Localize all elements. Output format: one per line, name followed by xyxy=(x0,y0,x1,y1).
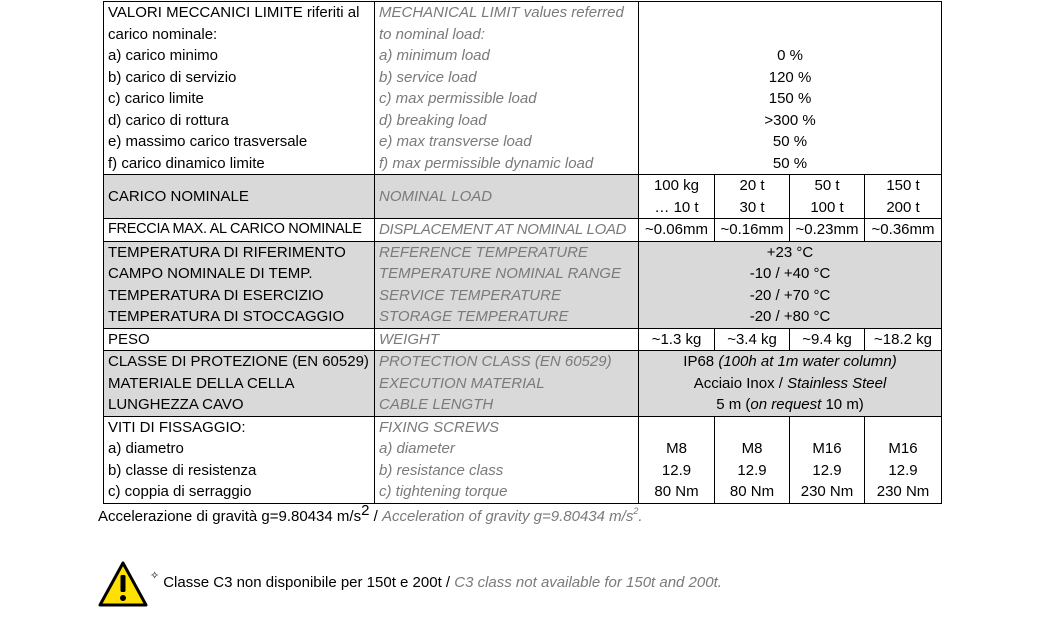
gravity-en: Acceleration of gravity g=9.80434 m/s xyxy=(381,508,634,525)
temps-it-line: TEMPERATURA DI STOCCAGGIO xyxy=(108,308,345,325)
mech-value: 150 % xyxy=(768,90,812,107)
mech-en-line: e) max transverse load xyxy=(379,133,532,150)
mech-it-line: a) carico minimo xyxy=(108,47,219,64)
c3-class-note xyxy=(150,570,722,591)
weight-value: ~18.2 kg xyxy=(865,328,942,351)
ip-rating xyxy=(643,351,937,373)
mech-en-line: to nominal load: xyxy=(379,25,485,43)
screw-diameter: M16 xyxy=(888,440,918,457)
screw-col xyxy=(715,416,790,503)
screws-it-line: c) coppia di serraggio xyxy=(108,483,252,500)
gravity-en-sup: 2 xyxy=(633,506,639,516)
nominal-value: 100 t xyxy=(810,198,844,216)
material-en: Stainless Steel xyxy=(787,374,887,392)
screw-class: 12.9 xyxy=(737,461,767,479)
temps-en-line: SERVICE TEMPERATURE xyxy=(379,286,561,304)
temp-value: +23 °C xyxy=(766,243,814,261)
ip-code: IP68 xyxy=(683,353,715,370)
screws-en-line: b) resistance class xyxy=(379,461,504,479)
mech-en-line: c) max permissible load xyxy=(379,90,537,107)
screw-torque: 230 Nm xyxy=(876,483,930,500)
protection-it-line: MATERIALE DELLA CELLA xyxy=(108,374,295,392)
protection-values-cell xyxy=(639,351,942,417)
nominal-col xyxy=(639,175,715,219)
nominal-en: NOMINAL LOAD xyxy=(375,175,639,219)
displacement-row xyxy=(104,219,942,242)
diamond-icon: ✧ xyxy=(150,570,160,582)
mech-it-line: b) carico di servizio xyxy=(108,68,237,86)
temp-value: -10 / +40 °C xyxy=(749,265,831,282)
screw-class: 12.9 xyxy=(888,461,918,479)
displacement-value: ~0.06mm xyxy=(639,219,715,242)
material-it: Acciaio Inox / xyxy=(693,374,788,392)
mech-value: 120 % xyxy=(768,68,812,86)
mech-en-line: a) minimum load xyxy=(379,47,490,64)
temp-value: -20 / +80 °C xyxy=(749,308,831,325)
displacement-en: DISPLACEMENT AT NOMINAL LOAD xyxy=(375,219,639,242)
nominal-value: … 10 t xyxy=(654,198,699,216)
protection-it-line: LUNGHEZZA CAVO xyxy=(108,396,244,413)
mech-it-line: c) carico limite xyxy=(108,90,204,107)
temps-it-line: CAMPO NOMINALE DI TEMP. xyxy=(108,265,313,282)
screws-en-cell xyxy=(375,416,639,503)
screw-torque: 230 Nm xyxy=(800,483,854,500)
screws-en-line: FIXING SCREWS xyxy=(379,418,500,436)
screw-col xyxy=(639,416,715,503)
screw-diameter: M16 xyxy=(812,440,842,457)
mech-it-line: carico nominale: xyxy=(108,25,218,43)
screw-diameter: M8 xyxy=(741,440,763,457)
nominal-it: CARICO NOMINALE xyxy=(104,175,375,219)
weight-value: ~1.3 kg xyxy=(639,328,715,351)
screws-it-cell xyxy=(104,416,375,503)
nominal-col xyxy=(715,175,790,219)
nominal-col xyxy=(790,175,865,219)
screws-row xyxy=(104,416,942,503)
screw-torque: 80 Nm xyxy=(654,483,699,500)
gravity-sup: 2 xyxy=(361,502,370,519)
nominal-value: 20 t xyxy=(739,177,765,194)
cable-part: 10 m) xyxy=(821,396,864,413)
gravity-note xyxy=(98,502,643,525)
gravity-en-end: . xyxy=(638,508,643,525)
mech-en-cell xyxy=(375,2,639,175)
screws-en-line: c) tightening torque xyxy=(379,483,508,500)
temps-en-line: STORAGE TEMPERATURE xyxy=(379,308,569,325)
screw-col xyxy=(790,416,865,503)
weight-en: WEIGHT xyxy=(375,328,639,351)
displacement-value: ~0.36mm xyxy=(865,219,942,242)
mech-it-line: VALORI MECCANICI LIMITE riferiti al xyxy=(108,4,360,21)
protection-it-cell xyxy=(104,351,375,417)
displacement-it: FRECCIA MAX. AL CARICO NOMINALE xyxy=(104,219,375,242)
mech-value: 50 % xyxy=(772,154,808,172)
mech-it-line: d) carico di rottura xyxy=(108,111,229,129)
screws-en-line: a) diameter xyxy=(379,440,455,457)
nominal-value: 30 t xyxy=(739,198,765,216)
mech-value: 50 % xyxy=(772,133,808,150)
nominal-col xyxy=(865,175,942,219)
screw-torque: 80 Nm xyxy=(729,483,775,500)
temps-values-cell xyxy=(639,241,942,328)
displacement-value: ~0.16mm xyxy=(715,219,790,242)
weight-value: ~3.4 kg xyxy=(715,328,790,351)
nominal-value: 150 t xyxy=(886,177,920,194)
ip-detail: (100h at 1m water column) xyxy=(718,353,897,370)
protection-en-line: PROTECTION CLASS (EN 60529) xyxy=(379,353,612,370)
gravity-it: Accelerazione di gravità g=9.80434 m/s xyxy=(98,508,362,525)
material-value xyxy=(643,373,937,395)
weight-it: PESO xyxy=(104,328,375,351)
screw-diameter: M8 xyxy=(666,440,687,457)
cable-part: on request xyxy=(750,396,822,413)
temperature-row xyxy=(104,241,942,328)
protection-en-line: CABLE LENGTH xyxy=(379,396,494,413)
protection-row xyxy=(104,351,942,417)
temps-en-line: REFERENCE TEMPERATURE xyxy=(379,243,588,261)
temps-en-cell xyxy=(375,241,639,328)
mech-values-cell xyxy=(639,2,942,175)
cable-part: 5 m ( xyxy=(716,396,751,413)
temps-it-cell xyxy=(104,241,375,328)
mech-en-line: b) service load xyxy=(379,68,477,86)
cable-value xyxy=(643,394,937,416)
nominal-value: 200 t xyxy=(886,198,920,216)
warning-icon xyxy=(98,560,148,608)
screw-class: 12.9 xyxy=(661,461,692,479)
mech-it-line: f) carico dinamico limite xyxy=(108,154,265,172)
mech-en-line: d) breaking load xyxy=(379,111,487,129)
nominal-load-row xyxy=(104,175,942,219)
temps-it-line: TEMPERATURA DI RIFERIMENTO xyxy=(108,243,346,261)
mech-it-line: e) massimo carico trasversale xyxy=(108,133,308,150)
mechanical-limits-row xyxy=(104,2,942,175)
protection-en-cell xyxy=(375,351,639,417)
screw-col xyxy=(865,416,942,503)
screw-class: 12.9 xyxy=(812,461,842,479)
gravity-sep: / xyxy=(369,508,382,525)
mech-en-line: f) max permissible dynamic load xyxy=(379,154,594,172)
screws-it-line: VITI DI FISSAGGIO: xyxy=(108,418,246,436)
specifications-table xyxy=(103,1,942,504)
screws-it-line: b) classe di resistenza xyxy=(108,461,257,479)
temps-en-line: TEMPERATURE NOMINAL RANGE xyxy=(379,265,621,282)
mech-it-cell xyxy=(104,2,375,175)
temps-it-line: TEMPERATURA DI ESERCIZIO xyxy=(108,286,324,304)
mech-value: >300 % xyxy=(764,111,816,129)
nominal-value: 50 t xyxy=(814,177,840,194)
mech-value: 0 % xyxy=(777,47,803,64)
weight-value: ~9.4 kg xyxy=(790,328,865,351)
protection-it-line: CLASSE DI PROTEZIONE (EN 60529) xyxy=(108,353,369,370)
screws-it-line: a) diametro xyxy=(108,440,184,457)
c3-en: C3 class not available for 150t and 200t. xyxy=(454,574,722,591)
weight-row xyxy=(104,328,942,351)
c3-it: Classe C3 non disponibile per 150t e 200t / xyxy=(163,574,455,591)
mech-en-line: MECHANICAL LIMIT values referred xyxy=(379,4,624,21)
displacement-value: ~0.23mm xyxy=(790,219,865,242)
nominal-value: 100 kg xyxy=(653,177,700,194)
protection-en-line: EXECUTION MATERIAL xyxy=(379,374,545,392)
temp-value: -20 / +70 °C xyxy=(749,286,831,304)
